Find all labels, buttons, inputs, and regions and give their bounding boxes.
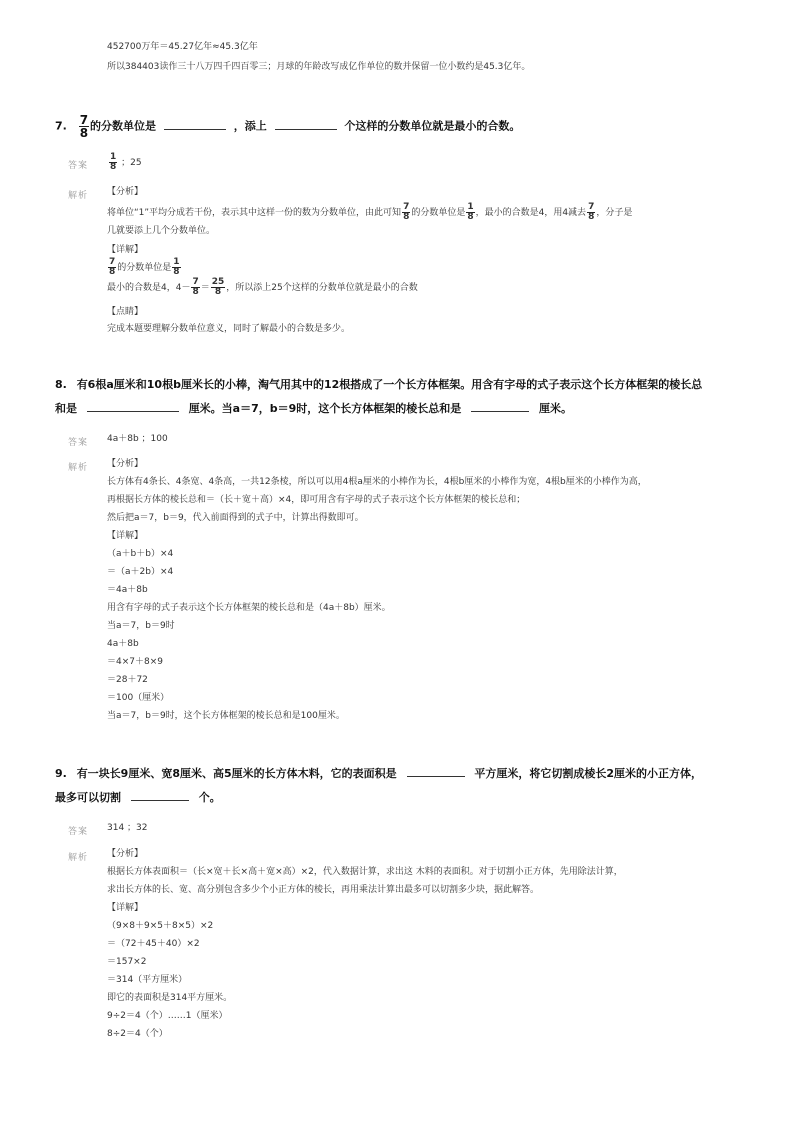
question-9: 9. 有一块长9厘米、宽8厘米、高5厘米的长方体木料，它的表面积是 平方厘米，将它切割成棱长2厘米的小正方体， bbox=[55, 767, 702, 780]
explanation-line: （9×8＋9×5＋8×5）×2 bbox=[107, 921, 214, 931]
explanation-line: ＝314（平方厘米） bbox=[107, 975, 188, 985]
fraction: $\frac{7}{8}$ bbox=[79, 113, 89, 140]
explanation-line: 当a＝7，b＝9时 bbox=[107, 621, 175, 631]
explanation-line: 再根据长方体的棱长总和＝（长＋宽＋高）×4，即可用含有字母的式子表示这个长方体框架的棱长总和； bbox=[107, 495, 526, 505]
question-8-line-2: 和是 厘米。当a＝7，b＝9时，这个长方体框架的棱长总和是 厘米。 bbox=[55, 402, 572, 415]
explanation-line: 长方体有4条长、4条宽、4条高，一共12条棱，所以可以用4根a厘米的小棒作为长，4根b厘米的小棒作为宽，4根b厘米的小棒作为高， bbox=[107, 477, 647, 487]
analysis-label: 解析 bbox=[68, 191, 89, 201]
explanation-line: 然后把a＝7，b＝9，代入前面得到的式子中，计算出得数即可。 bbox=[107, 513, 364, 523]
analysis-label: 解析 bbox=[68, 853, 89, 863]
explanation-line: （a＋b＋b）×4 bbox=[107, 549, 174, 559]
explanation-line: 【详解】 bbox=[107, 903, 144, 913]
q9-explanation bbox=[107, 848, 623, 1046]
explanation-line: 9÷2＝4（个）……1（厘米） bbox=[107, 1011, 228, 1021]
explanation-line: 4a＋8b bbox=[107, 639, 139, 649]
answer-blank[interactable] bbox=[471, 401, 529, 412]
intro-line-1: 452700万年＝45.27亿年≈45.3亿年 bbox=[107, 42, 258, 52]
question-number: 7. bbox=[55, 119, 67, 133]
question-9-line-2: 最多可以切割 个。 bbox=[55, 791, 221, 804]
note-heading: 【点睛】 bbox=[107, 307, 144, 317]
detail-line: $\frac{7}{8}$ 的分数单位是 $\frac{1}{8}$ bbox=[109, 257, 180, 277]
explanation-line: 【分析】 bbox=[107, 849, 144, 859]
explanation-line: ＝（a＋2b）×4 bbox=[107, 567, 174, 577]
explanation-line: ＝28＋72 bbox=[107, 675, 148, 685]
q8-explanation bbox=[107, 458, 647, 728]
detail-heading: 【详解】 bbox=[107, 245, 144, 255]
answer-blank[interactable] bbox=[87, 401, 179, 412]
answer-value: $\frac{1}{8}$ ；25 bbox=[110, 152, 142, 172]
note-line: 完成本题要理解分数单位意义，同时了解最小的合数是多少。 bbox=[107, 324, 351, 334]
question-7: 7. $\frac{7}{8}$ 的分数单位是 ，添上 个这样的分数单位就是最小的合数。 bbox=[55, 113, 521, 140]
analysis-line: 几就要添上几个分数单位。 bbox=[107, 226, 216, 236]
answer-blank[interactable] bbox=[407, 766, 465, 777]
analysis-label: 解析 bbox=[68, 463, 89, 473]
explanation-line: 根据长方体表面积＝（长×宽＋长×高＋宽×高）×2，代入数据计算，求出这 木料的表面积。对于切割小正方体，先用除法计算， bbox=[107, 867, 623, 877]
answer-label: 答案 bbox=[68, 161, 89, 171]
analysis-heading: 【分析】 bbox=[107, 187, 144, 197]
explanation-line: 【详解】 bbox=[107, 531, 144, 541]
explanation-line: 即它的表面积是314平方厘米。 bbox=[107, 993, 233, 1003]
explanation-line: ＝4×7＋8×9 bbox=[107, 657, 163, 667]
explanation-line: 求出长方体的长、宽、高分别包含多少个小正方体的棱长，再用乘法计算出最多可以切割多少块，据此解答。 bbox=[107, 885, 540, 895]
answer-blank[interactable] bbox=[164, 119, 226, 130]
explanation-line: 【分析】 bbox=[107, 459, 144, 469]
explanation-line: 当a＝7，b＝9时，这个长方体框架的棱长总和是100厘米。 bbox=[107, 711, 345, 721]
explanation-line: ＝4a＋8b bbox=[107, 585, 148, 595]
answer-blank[interactable] bbox=[131, 790, 189, 801]
answer-value: 4a＋8b ；100 bbox=[107, 434, 168, 444]
explanation-line: ＝157×2 bbox=[107, 957, 147, 967]
explanation-line: ＝100（厘米） bbox=[107, 693, 170, 703]
analysis-line: 将单位“1”平均分成若干份，表示其中这样一份的数为分数单位，由此可知 $\frac{7}{8}$ 的分数单位是 $\frac{1}{8}$ ，最小的合数是4，用4减去 $\frac{7}{8}$ ，分子是 bbox=[107, 202, 633, 222]
intro-line-2: 所以384403读作三十八万四千四百零三；月球的年龄改写成亿作单位的数并保留一位小数约是45.3亿年。 bbox=[107, 62, 531, 72]
explanation-line: ＝（72＋45＋40）×2 bbox=[107, 939, 200, 949]
answer-value: 314 ；32 bbox=[107, 823, 148, 833]
explanation-line: 8÷2＝4（个） bbox=[107, 1029, 168, 1039]
answer-label: 答案 bbox=[68, 438, 89, 448]
question-8: 8. 有6根a厘米和10根b厘米长的小棒，淘气用其中的12根搭成了一个长方体框架。用含有字母的式子表示这个长方体框架的棱长总 bbox=[55, 378, 703, 391]
answer-blank[interactable] bbox=[275, 119, 337, 130]
answer-label: 答案 bbox=[68, 827, 89, 837]
detail-line: 最小的合数是4，4－ $\frac{7}{8}$ ＝ $\frac{25}{8}$ ，所以添上25个这样的分数单位就是最小的合数 bbox=[107, 277, 418, 297]
explanation-line: 用含有字母的式子表示这个长方体框架的棱长总和是（4a＋8b）厘米。 bbox=[107, 603, 391, 613]
